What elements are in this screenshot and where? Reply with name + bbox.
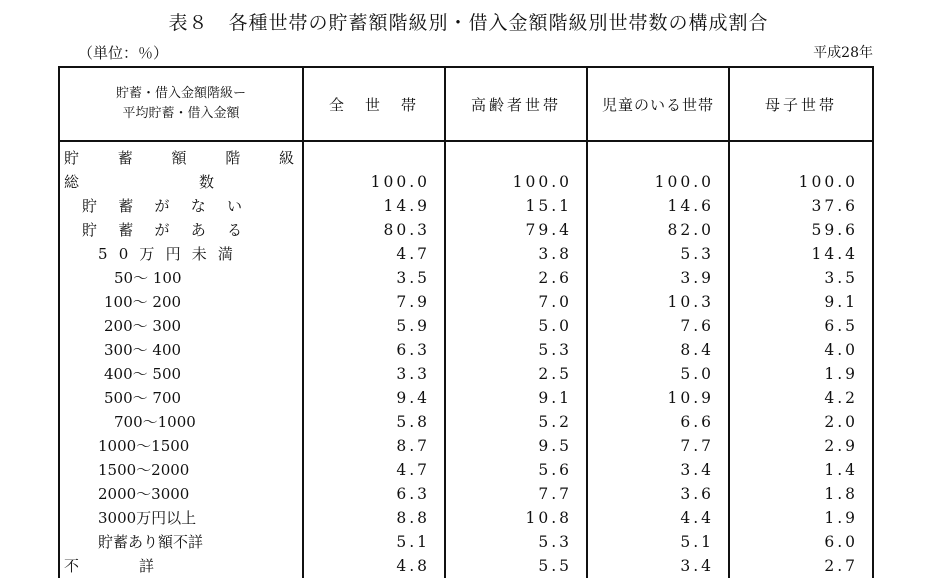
table-row — [59, 266, 873, 290]
row-label: 貯蓄あり額不詳 — [98, 533, 204, 551]
value-cell: 3.4 — [587, 554, 729, 578]
row-label-cell — [59, 482, 303, 506]
value-cell: 7.9 — [303, 290, 445, 314]
row-label-cell — [59, 242, 303, 266]
row-label-cell — [59, 506, 303, 530]
value-cell: 9.1 — [445, 386, 587, 410]
value-cell: 8.8 — [303, 506, 445, 530]
row-label: 総 数 — [64, 173, 214, 191]
col-header-households-with-children: 児童のいる世帯 — [587, 67, 729, 141]
value-cell: 6.0 — [729, 530, 873, 554]
row-label-cell — [59, 458, 303, 482]
value-cell: 4.0 — [729, 338, 873, 362]
row-label-cell — [59, 194, 303, 218]
row-label: 3000万円以上 — [98, 509, 197, 527]
row-label: 400～ 500 — [104, 365, 182, 383]
row-label: 貯 蓄 額 階 級 — [64, 149, 294, 167]
row-label-cell — [59, 141, 303, 170]
row-label-cell — [59, 386, 303, 410]
value-cell: 2.9 — [729, 434, 873, 458]
value-cell: 10.3 — [587, 290, 729, 314]
table-row — [59, 170, 873, 194]
row-label: 不 詳 — [64, 557, 154, 575]
col-header-single-mother-households: 母子世帯 — [729, 67, 873, 141]
value-cell: 9.1 — [729, 290, 873, 314]
savings-distribution-table — [58, 66, 874, 578]
table-body — [59, 141, 873, 578]
value-cell: 2.6 — [445, 266, 587, 290]
value-cell: 3.5 — [303, 266, 445, 290]
value-cell: 10.9 — [587, 386, 729, 410]
row-label-cell — [59, 434, 303, 458]
table-row — [59, 242, 873, 266]
value-cell: 14.6 — [587, 194, 729, 218]
row-label: 50～ 100 — [114, 269, 182, 287]
row-label: 100～ 200 — [104, 293, 182, 311]
value-cell: 14.9 — [303, 194, 445, 218]
row-label: 2000～3000 — [98, 485, 190, 503]
value-cell: 59.6 — [729, 218, 873, 242]
table-row — [59, 410, 873, 434]
table-row — [59, 506, 873, 530]
table-row — [59, 338, 873, 362]
value-cell — [445, 141, 587, 170]
value-cell: 1.4 — [729, 458, 873, 482]
row-label-cell — [59, 362, 303, 386]
value-cell — [587, 141, 729, 170]
table-row — [59, 530, 873, 554]
table-row — [59, 458, 873, 482]
value-cell: 3.3 — [303, 362, 445, 386]
value-cell: 6.6 — [587, 410, 729, 434]
value-cell: 1.8 — [729, 482, 873, 506]
value-cell: 8.7 — [303, 434, 445, 458]
value-cell: 2.0 — [729, 410, 873, 434]
value-cell — [729, 141, 873, 170]
value-cell: 100.0 — [303, 170, 445, 194]
value-cell: 5.0 — [445, 314, 587, 338]
row-label-cell — [59, 290, 303, 314]
row-label: 200～ 300 — [104, 317, 182, 335]
value-cell: 9.5 — [445, 434, 587, 458]
value-cell: 5.9 — [303, 314, 445, 338]
row-label-cell — [59, 218, 303, 242]
row-label: 1000～1500 — [98, 437, 190, 455]
row-label: 500～ 700 — [104, 389, 182, 407]
value-cell: 4.7 — [303, 458, 445, 482]
table-row — [59, 434, 873, 458]
row-label: 5 0 万 円 未 満 — [98, 245, 233, 263]
value-cell: 6.3 — [303, 338, 445, 362]
row-label-cell — [59, 530, 303, 554]
year-label: 平成28年 — [813, 45, 873, 61]
row-label-cell — [59, 170, 303, 194]
value-cell: 5.2 — [445, 410, 587, 434]
value-cell: 100.0 — [729, 170, 873, 194]
value-cell: 3.5 — [729, 266, 873, 290]
value-cell — [303, 141, 445, 170]
table-row — [59, 386, 873, 410]
corner-line-1: 貯蓄・借入金額階級ー — [115, 86, 246, 101]
value-cell: 8.4 — [587, 338, 729, 362]
value-cell: 4.7 — [303, 242, 445, 266]
table-row — [59, 314, 873, 338]
table-row — [59, 194, 873, 218]
value-cell: 10.8 — [445, 506, 587, 530]
row-label: 300～ 400 — [104, 341, 182, 359]
value-cell: 3.9 — [587, 266, 729, 290]
value-cell: 6.5 — [729, 314, 873, 338]
table-row — [59, 290, 873, 314]
header-corner-cell — [59, 67, 303, 141]
value-cell: 4.8 — [303, 554, 445, 578]
col-header-elderly-households: 高齢者世帯 — [445, 67, 587, 141]
value-cell: 100.0 — [587, 170, 729, 194]
row-label: 1500～2000 — [98, 461, 190, 479]
value-cell: 5.0 — [587, 362, 729, 386]
value-cell: 80.3 — [303, 218, 445, 242]
value-cell: 7.6 — [587, 314, 729, 338]
value-cell: 9.4 — [303, 386, 445, 410]
table-header — [59, 67, 873, 141]
value-cell: 5.3 — [445, 338, 587, 362]
value-cell: 5.6 — [445, 458, 587, 482]
value-cell: 3.8 — [445, 242, 587, 266]
value-cell: 6.3 — [303, 482, 445, 506]
value-cell: 4.2 — [729, 386, 873, 410]
value-cell: 5.5 — [445, 554, 587, 578]
value-cell: 5.3 — [445, 530, 587, 554]
value-cell: 2.5 — [445, 362, 587, 386]
table-title: 表８ 各種世帯の貯蓄額階級別・借入金額階級別世帯数の構成割合 — [168, 12, 769, 34]
value-cell: 14.4 — [729, 242, 873, 266]
table-row — [59, 362, 873, 386]
value-cell: 3.4 — [587, 458, 729, 482]
corner-line-2: 平均貯蓄・借入金額 — [122, 106, 240, 121]
row-label: 貯 蓄 が な い — [82, 197, 242, 215]
table-row — [59, 554, 873, 578]
value-cell: 7.7 — [445, 482, 587, 506]
value-cell: 5.8 — [303, 410, 445, 434]
value-cell: 3.6 — [587, 482, 729, 506]
value-cell: 2.7 — [729, 554, 873, 578]
value-cell: 79.4 — [445, 218, 587, 242]
value-cell: 5.1 — [587, 530, 729, 554]
value-cell: 82.0 — [587, 218, 729, 242]
row-label-cell — [59, 410, 303, 434]
table-row — [59, 141, 873, 170]
row-label-cell — [59, 338, 303, 362]
value-cell: 37.6 — [729, 194, 873, 218]
value-cell: 15.1 — [445, 194, 587, 218]
value-cell: 4.4 — [587, 506, 729, 530]
value-cell: 7.7 — [587, 434, 729, 458]
col-header-all-households: 全 世 帯 — [303, 67, 445, 141]
value-cell: 1.9 — [729, 506, 873, 530]
row-label: 700～1000 — [114, 413, 196, 431]
value-cell: 5.1 — [303, 530, 445, 554]
row-label-cell — [59, 554, 303, 578]
row-label-cell — [59, 314, 303, 338]
unit-label: （単位：％） — [78, 44, 169, 62]
row-label: 貯 蓄 が あ る — [82, 221, 242, 239]
value-cell: 5.3 — [587, 242, 729, 266]
row-label-cell — [59, 266, 303, 290]
value-cell: 1.9 — [729, 362, 873, 386]
value-cell: 7.0 — [445, 290, 587, 314]
value-cell: 100.0 — [445, 170, 587, 194]
table-row — [59, 218, 873, 242]
table-row — [59, 482, 873, 506]
